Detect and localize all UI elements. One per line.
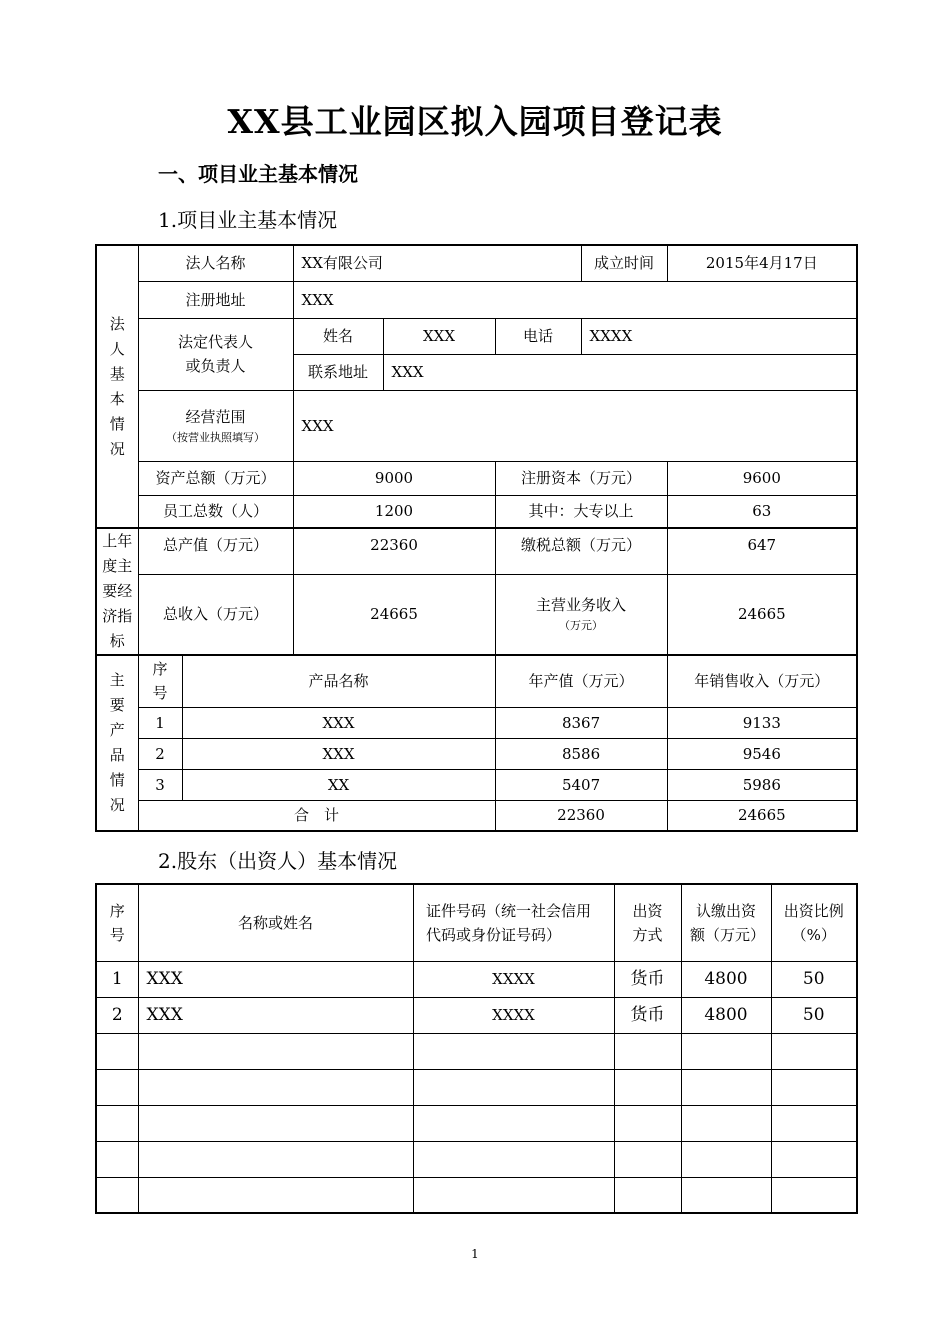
product-header-output: 年产值（万元） xyxy=(495,655,667,707)
empty-cell xyxy=(96,1069,138,1105)
empty-cell xyxy=(413,1069,614,1105)
shareholder-header-method: 出资方式 xyxy=(614,884,681,961)
main-revenue-label: 主营业务收入 （万元） xyxy=(495,574,667,655)
empty-cell xyxy=(96,1105,138,1141)
shareholder-id: XXXX xyxy=(413,997,614,1033)
empty-cell xyxy=(138,1177,413,1213)
product-header-seq: 序号 xyxy=(138,655,182,707)
total-sales: 24665 xyxy=(667,800,857,831)
rep-name-label: 姓名 xyxy=(293,318,383,354)
assets-label: 资产总额（万元） xyxy=(138,461,293,495)
shareholder-method: 货币 xyxy=(614,961,681,997)
address-label: 注册地址 xyxy=(138,281,293,318)
total-row xyxy=(96,800,857,831)
phone-label: 电话 xyxy=(495,318,581,354)
shareholder-name: XXX xyxy=(138,997,413,1033)
main-revenue-value: 24665 xyxy=(667,574,857,655)
legal-group-label: 法人基本情况 xyxy=(96,245,138,528)
table-row-empty xyxy=(96,1141,857,1177)
output-value: 22360 xyxy=(293,528,495,574)
capital-label: 注册资本（万元） xyxy=(495,461,667,495)
shareholder-header-seq: 序号 xyxy=(96,884,138,961)
assets-value: 9000 xyxy=(293,461,495,495)
owner-info-table xyxy=(95,244,858,832)
shareholders-table xyxy=(95,883,858,1214)
rep-name-value: XXX xyxy=(383,318,495,354)
empty-cell xyxy=(413,1177,614,1213)
founded-label: 成立时间 xyxy=(581,245,667,281)
staff-label: 员工总数（人） xyxy=(138,495,293,528)
product-name: XXX xyxy=(182,738,495,769)
shareholder-header-id: 证件号码（统一社会信用代码或身份证号码） xyxy=(413,884,614,961)
empty-cell xyxy=(413,1033,614,1069)
table-row-empty xyxy=(96,1033,857,1069)
tax-value: 647 xyxy=(667,528,857,574)
phone-value: XXXX xyxy=(581,318,857,354)
scope-label: 经营范围 （按营业执照填写） xyxy=(138,390,293,461)
empty-cell xyxy=(614,1177,681,1213)
product-output: 8586 xyxy=(495,738,667,769)
page-title: XX县工业园区拟入园项目登记表 xyxy=(227,102,723,141)
total-output: 22360 xyxy=(495,800,667,831)
shareholder-header-name: 名称或姓名 xyxy=(138,884,413,961)
college-label: 其中：大专以上 xyxy=(495,495,667,528)
legal-name-value: XX有限公司 xyxy=(293,245,581,281)
economic-group-label: 上年度主要经济指标 xyxy=(96,528,138,655)
empty-cell xyxy=(96,1141,138,1177)
empty-cell xyxy=(138,1141,413,1177)
shareholder-name: XXX xyxy=(138,961,413,997)
shareholder-method: 货币 xyxy=(614,997,681,1033)
shareholder-amount: 4800 xyxy=(681,961,771,997)
scope-note: （按营业执照填写） xyxy=(166,430,265,444)
college-value: 63 xyxy=(667,495,857,528)
table-row xyxy=(96,707,857,738)
empty-cell xyxy=(614,1105,681,1141)
shareholder-seq: 1 xyxy=(96,961,138,997)
section-heading: 一、项目业主基本情况 xyxy=(158,162,358,186)
shareholder-header-amount: 认缴出资额（万元） xyxy=(681,884,771,961)
legal-name-label: 法人名称 xyxy=(138,245,293,281)
founded-value: 2015年4月17日 xyxy=(667,245,857,281)
product-seq: 3 xyxy=(138,769,182,800)
empty-cell xyxy=(138,1105,413,1141)
product-sales: 5986 xyxy=(667,769,857,800)
product-output: 5407 xyxy=(495,769,667,800)
product-header-sales: 年销售收入（万元） xyxy=(667,655,857,707)
product-sales: 9133 xyxy=(667,707,857,738)
output-label: 总产值（万元） xyxy=(138,528,293,574)
empty-cell xyxy=(771,1177,857,1213)
shareholder-amount: 4800 xyxy=(681,997,771,1033)
product-seq: 1 xyxy=(138,707,182,738)
empty-cell xyxy=(138,1033,413,1069)
address-value: XXX xyxy=(293,281,857,318)
contact-address-value: XXX xyxy=(383,354,857,390)
revenue-label: 总收入（万元） xyxy=(138,574,293,655)
staff-value: 1200 xyxy=(293,495,495,528)
table-row-empty xyxy=(96,1105,857,1141)
table-row-empty xyxy=(96,1177,857,1213)
empty-cell xyxy=(771,1033,857,1069)
subsection-heading-owner: 1.项目业主基本情况 xyxy=(158,208,338,232)
empty-cell xyxy=(413,1105,614,1141)
shareholder-header-ratio: 出资比例（%） xyxy=(771,884,857,961)
empty-cell xyxy=(614,1033,681,1069)
empty-cell xyxy=(138,1069,413,1105)
product-seq: 2 xyxy=(138,738,182,769)
product-name: XXX xyxy=(182,707,495,738)
empty-cell xyxy=(614,1069,681,1105)
empty-cell xyxy=(681,1069,771,1105)
revenue-value: 24665 xyxy=(293,574,495,655)
empty-cell xyxy=(681,1141,771,1177)
page-number: 1 xyxy=(471,1247,479,1261)
subsection-heading-shareholders: 2.股东（出资人）基本情况 xyxy=(158,849,398,873)
product-name: XX xyxy=(182,769,495,800)
rep-label: 法定代表人 或负责人 xyxy=(138,318,293,390)
empty-cell xyxy=(413,1141,614,1177)
tax-label: 缴税总额（万元） xyxy=(495,528,667,574)
scope-value: XXX xyxy=(293,390,857,461)
shareholder-seq: 2 xyxy=(96,997,138,1033)
table-row-empty xyxy=(96,1069,857,1105)
empty-cell xyxy=(771,1069,857,1105)
product-sales: 9546 xyxy=(667,738,857,769)
table-row xyxy=(96,997,857,1033)
empty-cell xyxy=(681,1033,771,1069)
total-label: 合 计 xyxy=(138,800,495,831)
empty-cell xyxy=(681,1177,771,1213)
product-header-name: 产品名称 xyxy=(182,655,495,707)
capital-value: 9600 xyxy=(667,461,857,495)
contact-address-label: 联系地址 xyxy=(293,354,383,390)
empty-cell xyxy=(681,1105,771,1141)
shareholder-ratio: 50 xyxy=(771,961,857,997)
empty-cell xyxy=(614,1141,681,1177)
table-row xyxy=(96,961,857,997)
shareholder-id: XXXX xyxy=(413,961,614,997)
empty-cell xyxy=(771,1105,857,1141)
shareholder-ratio: 50 xyxy=(771,997,857,1033)
table-row xyxy=(96,738,857,769)
product-output: 8367 xyxy=(495,707,667,738)
empty-cell xyxy=(771,1141,857,1177)
empty-cell xyxy=(96,1177,138,1213)
table-row xyxy=(96,769,857,800)
empty-cell xyxy=(96,1033,138,1069)
products-group-label: 主要产品情况 xyxy=(96,655,138,831)
